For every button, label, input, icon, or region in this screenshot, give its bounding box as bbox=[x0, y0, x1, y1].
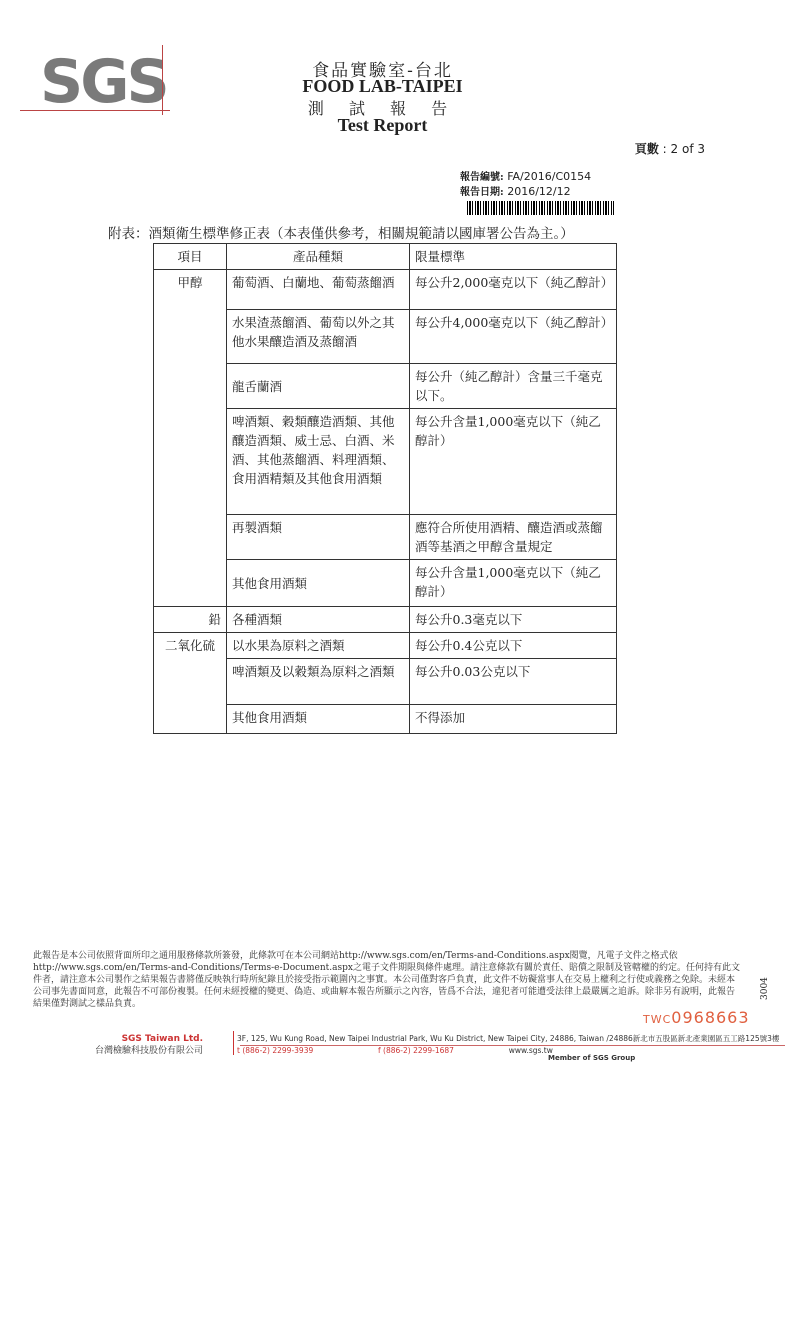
contact-line bbox=[237, 1045, 779, 1057]
product-cell: 其他食用酒類 bbox=[227, 705, 410, 734]
report-number-label: 報告編號: bbox=[460, 172, 504, 183]
fax-number: f (886-2) 2299-1687 bbox=[378, 1046, 454, 1055]
company-name-en: SGS Taiwan Ltd. bbox=[121, 1034, 204, 1044]
side-code: 3004 bbox=[760, 977, 770, 1000]
item-cell: 鉛 bbox=[154, 607, 227, 633]
header-limit: 限量標準 bbox=[410, 244, 617, 270]
report-date bbox=[460, 183, 571, 198]
product-cell: 各種酒類 bbox=[227, 607, 410, 633]
sgs-logo: SGS bbox=[40, 47, 167, 117]
phone-number: t (886-2) 2299-3939 bbox=[237, 1046, 314, 1055]
limit-cell: 每公升2,000毫克以下（純乙醇計） bbox=[410, 270, 617, 310]
report-title-zh: 測 試 報 告 bbox=[307, 99, 458, 118]
member-of-sgs: Member of SGS Group bbox=[548, 1054, 636, 1062]
page-number bbox=[635, 140, 705, 157]
report-number-value: FA/2016/C0154 bbox=[507, 170, 592, 183]
footer-divider bbox=[240, 1045, 785, 1046]
twc-serial bbox=[643, 1008, 750, 1027]
limit-cell: 每公升（純乙醇計）含量三千毫克以下。 bbox=[410, 364, 617, 409]
item-cell: 甲醇 bbox=[154, 270, 227, 607]
report-title-en: Test Report bbox=[337, 115, 428, 135]
standards-table bbox=[153, 243, 617, 734]
page-label: 頁數 bbox=[634, 142, 659, 156]
product-cell: 以水果為原料之酒類 bbox=[227, 633, 410, 659]
table-header-row bbox=[154, 244, 617, 270]
company-address: 3F, 125, Wu Kung Road, New Taipei Industrial Park, Wu Ku District, New Taipei City, 24886, Taiwan /24886新北市五股區新北產業園區五工路125號3樓 bbox=[237, 1034, 780, 1043]
report-date-value: 2016/12/12 bbox=[507, 185, 571, 198]
limit-cell: 每公升4,000毫克以下（純乙醇計） bbox=[410, 310, 617, 364]
limit-cell: 不得添加 bbox=[410, 705, 617, 734]
header-product: 產品種類 bbox=[227, 244, 410, 270]
limit-cell: 每公升0.03公克以下 bbox=[410, 659, 617, 705]
report-number bbox=[460, 168, 591, 183]
product-cell: 葡萄酒、白蘭地、葡萄蒸餾酒 bbox=[227, 270, 410, 310]
product-cell: 龍舌蘭酒 bbox=[227, 364, 410, 409]
company-name-zh: 台灣檢驗科技股份有限公司 bbox=[95, 1046, 204, 1056]
website: www.sgs.tw bbox=[508, 1046, 553, 1055]
limit-cell: 每公升0.3毫克以下 bbox=[410, 607, 617, 633]
footer-divider-vertical bbox=[233, 1031, 234, 1055]
product-cell: 再製酒類 bbox=[227, 515, 410, 560]
twc-number: 0968663 bbox=[671, 1008, 750, 1027]
lab-title-en: FOOD LAB-TAIPEI bbox=[302, 76, 463, 96]
product-cell: 其他食用酒類 bbox=[227, 560, 410, 607]
table-row bbox=[154, 607, 617, 633]
lab-title-zh: 食品實驗室-台北 bbox=[312, 61, 453, 81]
header-item: 項目 bbox=[154, 244, 227, 270]
page-value: : 2 of 3 bbox=[662, 142, 705, 156]
product-cell: 啤酒類、穀類釀造酒類、其他釀造酒類、威士忌、白酒、米酒、其他蒸餾酒、料理酒類、食用酒精類及其他食用酒類 bbox=[227, 409, 410, 515]
limit-cell: 每公升含量1,000毫克以下（純乙醇計） bbox=[410, 409, 617, 515]
table-caption: 附表：酒類衛生標準修正表（本表僅供參考，相關規範請以國庫署公告為主。） bbox=[108, 226, 574, 242]
limit-cell: 每公升含量1,000毫克以下（純乙醇計） bbox=[410, 560, 617, 607]
item-cell: 二氧化硫 bbox=[154, 633, 227, 734]
footer-company bbox=[95, 1033, 203, 1057]
product-cell: 啤酒類及以穀類為原料之酒類 bbox=[227, 659, 410, 705]
barcode bbox=[467, 201, 614, 215]
legal-disclaimer: 此報告是本公司依照背面所印之通用服務條款所簽發，此條款可在本公司網站http://www.sgs.com/en/Terms-and-Conditions.aspx閱覽，凡電子文件之格式依http://www.sgs.com/en/Terms-and-Conditions/Terms-e-Document.aspx之電子文件期限與條件處理。請注意條款有關於責任、賠償之限制及管轄權的約定。任何持有此文件者，請注意本公司製作之結果報告書將僅反映執行時所紀錄且於接受指示範圍內之事實。本公司僅對客戶負責，此文件不妨礙當事人在交易上權利之行使或義務之免除。未經本公司事先書面同意，此報告不可部份複製。任何未經授權的變更、偽造、或曲解本報告所顯示之內容，皆爲不合法，違犯者可能遭受法律上最嚴厲之追訴。除非另有說明，此報告結果僅對測試之樣品負責。 bbox=[33, 951, 740, 1009]
twc-prefix: TWC bbox=[643, 1013, 672, 1026]
table-row bbox=[154, 270, 617, 310]
limit-cell: 每公升0.4公克以下 bbox=[410, 633, 617, 659]
limit-cell: 應符合所使用酒精、釀造酒或蒸餾酒等基酒之甲醇含量規定 bbox=[410, 515, 617, 560]
product-cell: 水果渣蒸餾酒、葡萄以外之其他水果釀造酒及蒸餾酒 bbox=[227, 310, 410, 364]
table-row bbox=[154, 633, 617, 659]
report-date-label: 報告日期: bbox=[460, 187, 504, 198]
